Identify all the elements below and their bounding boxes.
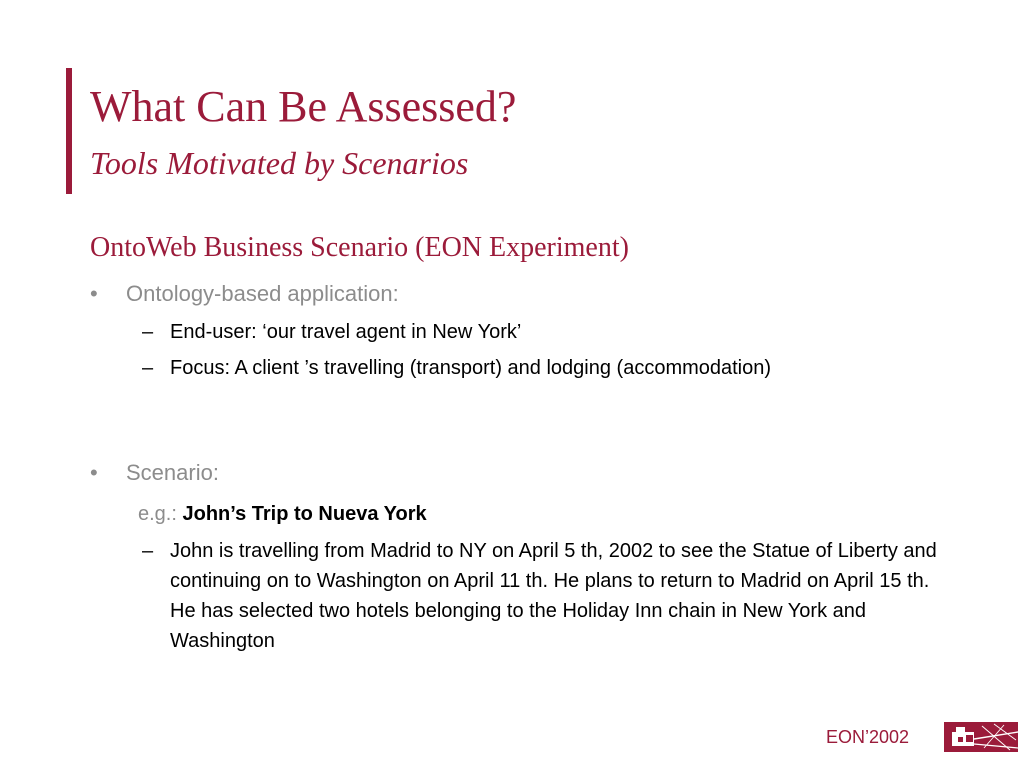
dash-marker: – (142, 321, 154, 343)
bullet-ontology-based-application (90, 280, 399, 308)
slide-subtitle: Tools Motivated by Scenarios (90, 145, 469, 181)
slide-title: What Can Be Assessed? (90, 82, 517, 131)
dash-marker: – (142, 357, 154, 379)
title-accent-bar (66, 68, 72, 194)
sub-item-text: End-user: ‘our travel agent in New York’ (170, 321, 522, 343)
sub-item-text: Focus: A client ’s travelling (transport) and lodging (accommodation) (170, 357, 772, 379)
bullet-scenario (90, 459, 219, 487)
sub-item-text: John is travelling from Madrid to NY on April 5 th, 2002 to see the Statue of Liberty and continuing on to Washington on April 11 th. He plans to return to Madrid on April 15 th. He has selected two hotels belonging to the Holiday Inn chain in New York and Washington (170, 540, 937, 652)
example-title: John’s Trip to Nueva York (182, 503, 427, 525)
bullet-marker: • (90, 281, 98, 306)
bullet-label: Ontology-based application: (126, 281, 399, 306)
example-label: e.g.: (138, 503, 177, 525)
bullet-label: Scenario: (126, 460, 219, 485)
scenario-heading: OntoWeb Business Scenario (EON Experiment) (90, 232, 629, 263)
example-line (138, 499, 427, 529)
bullet-marker: • (90, 460, 98, 485)
sub-item-focus (142, 353, 782, 383)
dash-marker: – (142, 540, 154, 562)
sub-item-end-user (142, 317, 902, 347)
footer-label: EON’2002 (826, 727, 910, 747)
sub-item-john-itinerary (142, 536, 942, 656)
network-logo-icon (944, 722, 1018, 752)
